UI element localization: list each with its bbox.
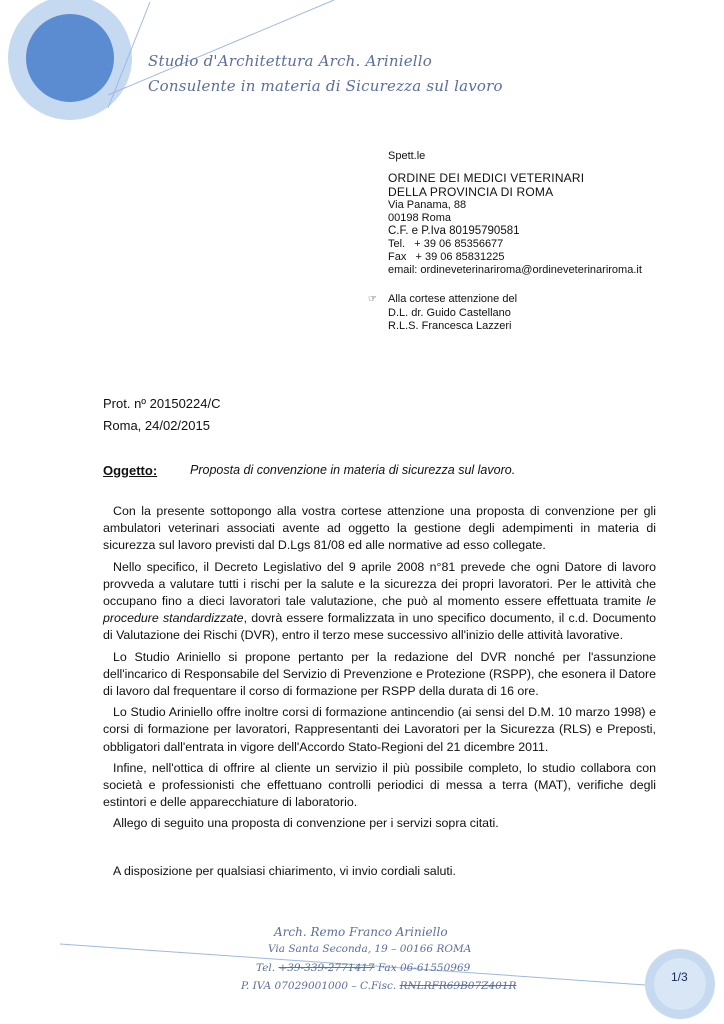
paragraph-4: Lo Studio Ariniello offre inoltre corsi di formazione antincendio (ai sensi del D.M. 10 marzo 1998) e corsi di formazione per lavoratori, Rappresentanti dei Lavoratori per la Sicurezza (RLS) e Preposti, obbligatori dall'entrata in vigore dell'Accordo Stato-Regioni del 21 dicembre 2011.: [103, 705, 656, 754]
footer-fax: Fax 06-61550969: [377, 962, 471, 974]
footer-piva: P. IVA 07029001000 – C.Fisc.: [241, 980, 397, 992]
org-line-2: DELLA PROVINCIA DI ROMA: [388, 185, 554, 199]
paragraph-2-emphasis: le procedure standardizzate: [103, 594, 656, 626]
protocol-number: Prot. nº 20150224/C: [103, 396, 221, 411]
footer-tel-number: +39-339-2771417: [278, 962, 375, 974]
footer-address: Via Santa Seconda, 19 – 00166 ROMA: [268, 943, 472, 955]
footer-name: Arch. Remo Franco Ariniello: [274, 925, 448, 939]
letter-date: Roma, 24/02/2015: [103, 418, 210, 433]
recipient-email: email: ordineveterinariroma@ordineveterinariroma.it: [388, 264, 642, 276]
letter-body: [103, 503, 656, 837]
paragraph-6: Allego di seguito una proposta di convenzione per i servizi sopra citati.: [113, 816, 499, 831]
pointing-hand-icon: ☞: [368, 294, 377, 305]
paragraph-3: Lo Studio Ariniello si propone pertanto per la redazione del DVR nonché per l'assunzione dell'incarico di Responsabile del Servizio di Prevenzione e Protezione (RSPP), che esonera il Datore di lavoro dal frequentare il corso di formazione per RSPP della durata di 16 ore.: [103, 649, 656, 699]
attention-block: [388, 293, 517, 334]
attention-line-1: Alla cortese attenzione del: [388, 293, 518, 305]
footer-phone: [256, 962, 470, 974]
page-circle-inner: [654, 958, 706, 1010]
closing-line: A disposizione per qualsiasi chiarimento, vi invio cordiali saluti.: [113, 864, 456, 878]
recipient-address: Via Panama, 88: [388, 199, 467, 211]
studio-tagline: Consulente in materia di Sicurezza sul lavoro: [148, 77, 503, 95]
studio-name: Studio d'Architettura Arch. Ariniello: [148, 52, 433, 70]
subject-text: Proposta di convenzione in materia di sicurezza sul lavoro.: [190, 463, 516, 477]
paragraph-5: Infine, nell'ottica di offrire al cliente un servizio il più possibile completo, lo studio collabora con società e professionisti che effettuano controlli periodici di messa a terra (MAT), verifiche degli estintori e delle apparecchiature di laboratorio.: [103, 760, 656, 810]
footer-tel-label: Tel.: [256, 962, 276, 974]
paragraph-2-part-b: , dovrà essere formalizzata in uno specifico documento, il c.d. Documento di Valutazione dei Rischi (DVR), entro il terzo mese successivo all'inizio delle attività lavorative.: [103, 611, 656, 643]
page-number: 1/3: [671, 970, 688, 984]
recipient-fax: Fax + 39 06 85831225: [388, 251, 505, 263]
salutation: Spett.le: [388, 150, 426, 162]
recipient-city: 00198 Roma: [388, 212, 451, 224]
footer-cf-code: RNLRFR69B07Z401R: [399, 980, 517, 992]
paragraph-1: Con la presente sottopongo alla vostra cortese attenzione una proposta di convenzione per gli ambulatori veterinari associati avente ad oggetto la gestione degli adempimenti in materia di sicurezza sul lavoro previsti dal D.Lgs 81/08 ed alle normative ad esso collegate.: [103, 504, 656, 553]
footer-tax: [241, 980, 516, 992]
recipient-cf: C.F. e P.Iva 80195790581: [388, 225, 520, 237]
org-line-1: ORDINE DEI MEDICI VETERINARI: [388, 171, 585, 185]
header-circle-inner: [26, 14, 114, 102]
recipient-tel: Tel. + 39 06 85356677: [388, 238, 504, 250]
paragraph-2: [103, 559, 656, 645]
paragraph-2-part-a: Nello specifico, il Decreto Legislativo del 9 aprile 2008 n°81 prevede che ogni Datore di lavoro provveda a valutare tutti i rischi per la salute e la sicurezza dei propri lavoratori. Per le attività che occupano fino a dieci lavoratori tale valutazione, che può al momento essere effettuata tramite: [103, 559, 656, 609]
recipient-block: [388, 150, 642, 277]
attention-line-2: D.L. dr. Guido Castellano: [388, 306, 511, 319]
attention-line-3: R.L.S. Francesca Lazzeri: [388, 320, 512, 332]
subject-label: Oggetto:: [103, 463, 158, 478]
